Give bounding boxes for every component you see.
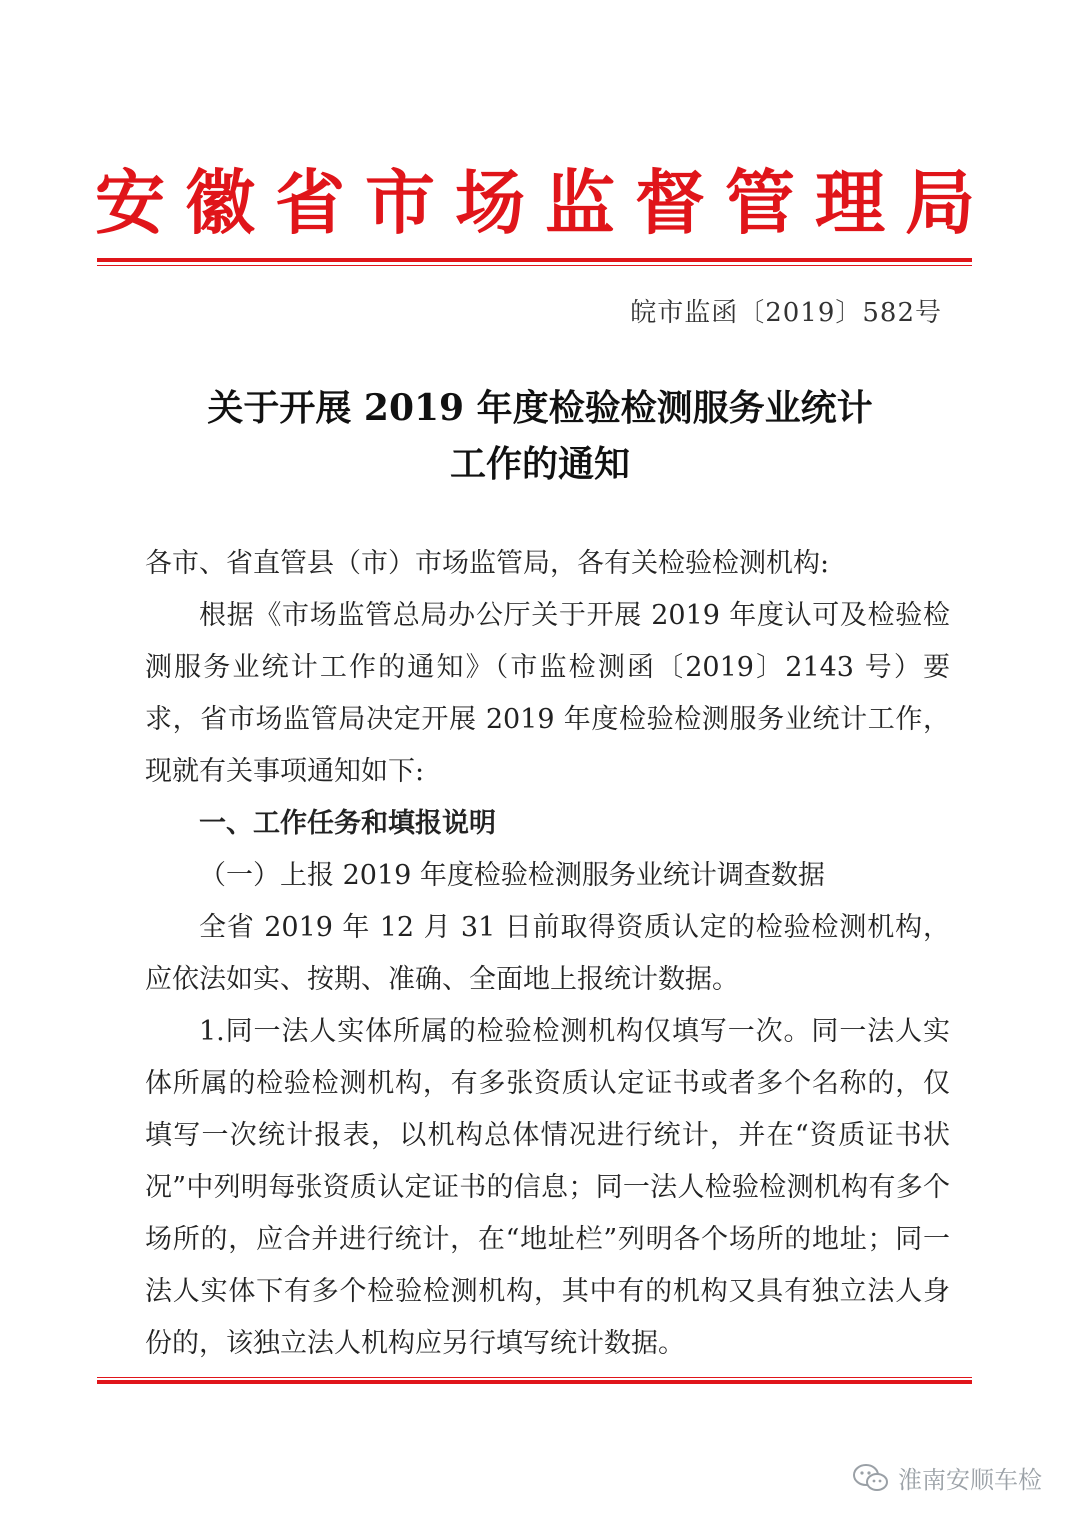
subsection-heading: （一）上报 2019 年度检验检测服务业统计调查数据 [199,860,825,891]
header-char: 局 [905,161,975,244]
footer-divider-thin [97,1377,972,1378]
document-title-line2: 工作的通知 [449,443,630,485]
document-title [0,380,1080,492]
salutation: 各市、省直管县（市）市场监管局，各有关检验检测机构: [145,548,830,579]
wechat-icon [852,1463,890,1493]
issuing-authority-header [95,158,975,248]
watermark-text: 淮南安顺车检 [898,1466,1042,1494]
section-heading: 一、工作任务和填报说明 [199,808,496,839]
header-divider-thick [97,258,972,262]
header-char: 理 [815,161,885,244]
header-divider-thin [97,265,972,266]
document-body [145,538,950,1370]
header-char: 省 [275,161,345,244]
header-char: 管 [725,161,795,244]
footer-divider-thick [97,1380,972,1384]
header-char: 安 [95,161,165,244]
header-char: 市 [365,161,435,244]
watermark [852,1460,1042,1495]
body-paragraph: 根据《市场监管总局办公厅关于开展 2019 年度认可及检验检测服务业统计工作的通知》（市监检测函〔2019〕2143 号）要求，省市场监管局决定开展 2019 年度检验检测服务业统计工作，现就有关事项通知如下: [145,600,950,787]
document-number: 皖市监函〔2019〕582号 [630,298,942,328]
header-char: 场 [455,161,525,244]
body-paragraph: 全省 2019 年 12 月 31 日前取得资质认定的检验检测机构，应依法如实、按期、准确、全面地上报统计数据。 [145,912,950,995]
document-title-line1: 关于开展 2019 年度检验检测服务业统计 [207,387,873,429]
header-char: 督 [635,161,705,244]
header-char: 徽 [185,161,255,244]
header-char: 监 [545,161,615,244]
body-paragraph: 1.同一法人实体所属的检验检测机构仅填写一次。同一法人实体所属的检验检测机构，有多张资质认定证书或者多个名称的，仅填写一次统计报表，以机构总体情况进行统计，并在“资质证书状况”中列明每张资质认定证书的信息；同一法人检验检测机构有多个场所的，应合并进行统计，在“地址栏”列明各个场所的地址；同一法人实体下有多个检验检测机构，其中有的机构又具有独立法人身份的，该独立法人机构应另行填写统计数据。 [145,1016,950,1359]
